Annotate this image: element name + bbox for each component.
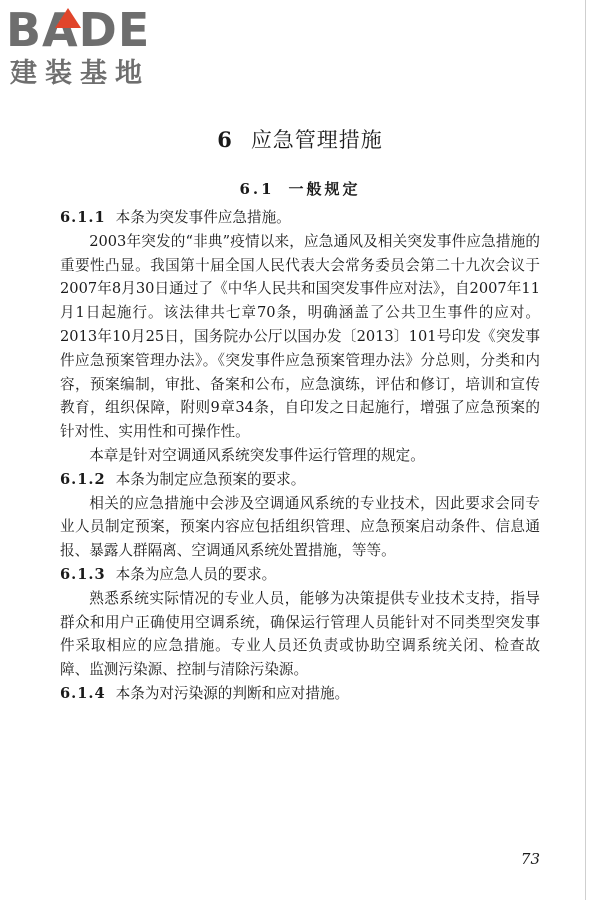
clause-6-1-1	[60, 206, 540, 230]
paragraph: 相关的应急措施中会涉及空调通风系统的专业技术，因此要求会同专业人员制定预案，预案内容应包括组织管理、应急预案启动条件、信息通报、暴露人群隔离、空调通风系统处置措施，等等。	[60, 494, 540, 560]
logo-brand-text: BADE	[6, 3, 151, 57]
clause-text: 本条为应急人员的要求。	[115, 565, 277, 583]
clause-6-1-3	[60, 563, 540, 587]
chapter-title	[0, 124, 600, 154]
clause-6-1-2	[60, 468, 540, 492]
clause-number: 6.1.2	[60, 470, 106, 488]
logo-subtitle: 建装基地	[10, 58, 150, 89]
page-number: 73	[520, 850, 540, 868]
logo-triangle-icon	[55, 8, 81, 28]
chapter-number: 6	[217, 127, 233, 152]
clause-number: 6.1.4	[60, 684, 106, 702]
paragraph: 熟悉系统实际情况的专业人员，能够为决策提供专业技术支持，指导群众和用户正确使用空调系统，确保运行管理人员能针对不同类型突发事件采取相应的应急措施。专业人员还负责或协助空调系统关闭、检查故障、监测污染源、控制与清除污染源。	[60, 589, 540, 679]
chapter-title-text: 应急管理措施	[250, 128, 383, 152]
paragraph: 2003年突发的“非典”疫情以来，应急通风及相关突发事件应急措施的重要性凸显。我国第十届全国人民代表大会常务委员会第二十九次会议于2007年8月30日通过了《中华人民共和国突发事件应对法》，自2007年11月1日起施行。该法律共七章70条，明确涵盖了公共卫生事件的应对。2013年10月25日，国务院办公厅以国办发〔2013〕101号印发《突发事件应急预案管理办法》。《突发事件应急预案管理办法》分总则，分类和内容，预案编制，审批、备案和公布，应急演练，评估和修订，培训和宣传教育，组织保障，附则9章34条，自印发之日起施行，增强了应急预案的针对性、实用性和可操作性。	[60, 232, 540, 441]
clause-text: 本条为突发事件应急措施。	[115, 209, 291, 226]
clause-number: 6.1.1	[60, 209, 106, 226]
clause-text: 本条为对污染源的判断和应对措施。	[115, 684, 350, 702]
clause-text: 本条为制定应急预案的要求。	[115, 470, 306, 488]
paragraph: 本章是针对空调通风系统突发事件运行管理的规定。	[89, 446, 425, 464]
section-title	[0, 178, 600, 199]
document-body	[60, 206, 540, 706]
section-title-text: 一般规定	[288, 180, 361, 198]
bade-logo	[6, 4, 186, 96]
section-number: 6.1	[239, 180, 275, 198]
clause-6-1-4	[60, 682, 540, 706]
clause-number: 6.1.3	[60, 565, 106, 583]
